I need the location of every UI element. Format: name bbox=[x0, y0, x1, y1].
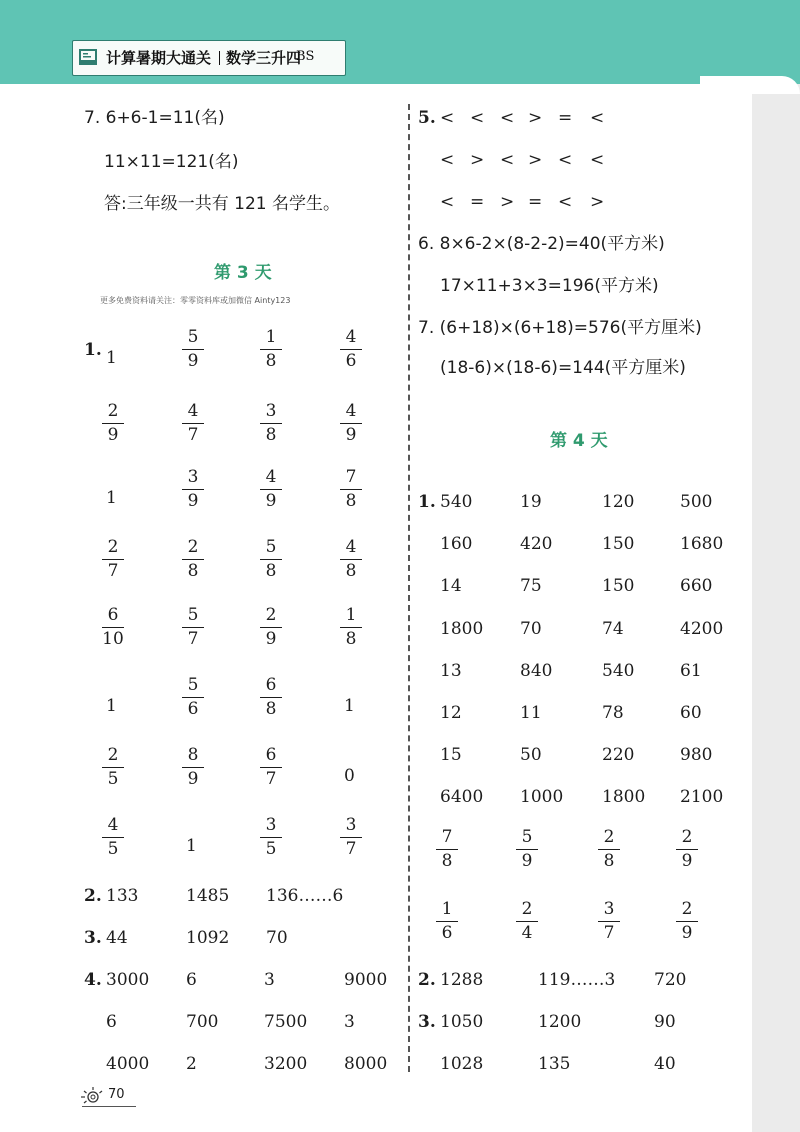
answer-value: 220 bbox=[602, 745, 635, 765]
page-edge-shadow bbox=[752, 84, 800, 1132]
left-q7-line2: 11×11=121(名) bbox=[104, 152, 239, 172]
fraction-denominator: 9 bbox=[681, 923, 693, 944]
answer-value: 1 bbox=[344, 696, 355, 716]
fraction bbox=[180, 606, 206, 649]
answer-value: 6 bbox=[106, 1012, 117, 1032]
fraction-numerator: 5 bbox=[187, 605, 199, 625]
fraction-bar bbox=[182, 627, 204, 628]
fraction-numerator: 8 bbox=[187, 745, 199, 765]
fraction bbox=[100, 606, 126, 649]
answer-value: 1 bbox=[106, 348, 117, 368]
fraction-bar bbox=[260, 489, 282, 490]
answer-value: 70 bbox=[520, 619, 542, 639]
comparison-symbol: < bbox=[470, 108, 485, 128]
fraction-denominator: 4 bbox=[521, 923, 533, 944]
page-number: 70 bbox=[108, 1087, 125, 1102]
fraction-denominator: 9 bbox=[681, 851, 693, 872]
book-title: 计算暑期大通关 bbox=[106, 49, 212, 67]
fraction-bar bbox=[598, 921, 620, 922]
answer-value: 50 bbox=[520, 745, 542, 765]
fraction-bar bbox=[516, 849, 538, 850]
answer-value: 6400 bbox=[440, 787, 484, 807]
comparison-symbol: < bbox=[558, 150, 573, 170]
fraction bbox=[180, 328, 206, 371]
fraction-denominator: 9 bbox=[265, 629, 277, 650]
fraction bbox=[100, 538, 126, 581]
comparison-symbol: < bbox=[440, 150, 455, 170]
fraction-bar bbox=[340, 423, 362, 424]
answer-value: 1028 bbox=[440, 1054, 484, 1074]
fraction-bar bbox=[340, 559, 362, 560]
fraction-numerator: 7 bbox=[345, 467, 357, 487]
fraction-numerator: 2 bbox=[107, 401, 119, 421]
fraction-bar bbox=[102, 837, 124, 838]
fraction bbox=[258, 606, 284, 649]
answer-value: 540 bbox=[602, 661, 635, 681]
fraction-bar bbox=[182, 489, 204, 490]
fraction-bar bbox=[598, 849, 620, 850]
fraction-numerator: 5 bbox=[265, 537, 277, 557]
answer-value: 15 bbox=[440, 745, 462, 765]
answer-value: 840 bbox=[520, 661, 553, 681]
fraction bbox=[338, 816, 364, 859]
fraction-denominator: 10 bbox=[102, 629, 124, 650]
source-note: 更多免费资料请关注：零零资料库或加微信 Ainty123 bbox=[100, 296, 291, 305]
fraction-bar bbox=[516, 921, 538, 922]
fraction bbox=[434, 900, 460, 943]
fraction-bar bbox=[102, 559, 124, 560]
left-q7-answer: 答:三年级一共有 121 名学生。 bbox=[104, 194, 340, 214]
fraction bbox=[258, 468, 284, 511]
fraction-denominator: 8 bbox=[345, 629, 357, 650]
fraction-numerator: 3 bbox=[345, 815, 357, 835]
fraction-bar bbox=[340, 489, 362, 490]
answer-value: 1 bbox=[186, 836, 197, 856]
fraction bbox=[180, 746, 206, 789]
fraction-numerator: 2 bbox=[187, 537, 199, 557]
fraction-numerator: 5 bbox=[187, 327, 199, 347]
fraction-bar bbox=[102, 627, 124, 628]
answer-value: 4200 bbox=[680, 619, 724, 639]
fraction-numerator: 4 bbox=[345, 401, 357, 421]
fraction-denominator: 8 bbox=[265, 699, 277, 720]
fraction bbox=[338, 402, 364, 445]
page-edge-corner bbox=[700, 76, 800, 94]
fraction bbox=[338, 328, 364, 371]
fraction-bar bbox=[260, 559, 282, 560]
fraction bbox=[434, 828, 460, 871]
fraction bbox=[514, 828, 540, 871]
right-q2-value: 1288 bbox=[440, 970, 484, 990]
fraction-numerator: 2 bbox=[107, 745, 119, 765]
left-q2-value: 133 bbox=[106, 886, 139, 906]
fraction-numerator: 6 bbox=[107, 605, 119, 625]
right-q2-label: 2. bbox=[418, 970, 436, 990]
answer-value: 3 bbox=[264, 970, 275, 990]
left-q2-value: 1485 bbox=[186, 886, 230, 906]
fraction-numerator: 2 bbox=[107, 537, 119, 557]
fraction-denominator: 8 bbox=[345, 561, 357, 582]
comparison-symbol: < bbox=[558, 192, 573, 212]
comparison-symbol: = bbox=[558, 108, 573, 128]
fraction-bar bbox=[260, 767, 282, 768]
answer-value: 78 bbox=[602, 703, 624, 723]
comparison-symbol: < bbox=[590, 150, 605, 170]
fraction-numerator: 5 bbox=[187, 675, 199, 695]
fraction-bar bbox=[340, 627, 362, 628]
answer-value: 12 bbox=[440, 703, 462, 723]
right-q6-line1: 6. 8×6-2×(8-2-2)=40(平方米) bbox=[418, 234, 665, 254]
fraction-denominator: 7 bbox=[187, 629, 199, 650]
column-divider bbox=[408, 104, 410, 1072]
fraction-numerator: 6 bbox=[265, 745, 277, 765]
fraction-bar bbox=[676, 849, 698, 850]
right-q2-value: 119……3 bbox=[538, 970, 616, 990]
fraction-denominator: 9 bbox=[265, 491, 277, 512]
comparison-symbol: = bbox=[528, 192, 543, 212]
right-q2-value: 720 bbox=[654, 970, 687, 990]
fraction-bar bbox=[260, 349, 282, 350]
fraction bbox=[258, 676, 284, 719]
left-q4-label: 4. bbox=[84, 970, 102, 990]
fraction-numerator: 7 bbox=[441, 827, 453, 847]
answer-value: 160 bbox=[440, 534, 473, 554]
fraction-denominator: 8 bbox=[441, 851, 453, 872]
left-q1-label: 1. bbox=[84, 340, 102, 360]
title-separator bbox=[219, 51, 220, 65]
comparison-symbol: = bbox=[470, 192, 485, 212]
answer-value: 3 bbox=[344, 1012, 355, 1032]
fraction-denominator: 9 bbox=[107, 425, 119, 446]
comparison-symbol: > bbox=[528, 108, 543, 128]
answer-value: 700 bbox=[186, 1012, 219, 1032]
fraction-numerator: 1 bbox=[265, 327, 277, 347]
fraction bbox=[258, 746, 284, 789]
answer-value: 1000 bbox=[520, 787, 564, 807]
comparison-symbol: < bbox=[440, 108, 455, 128]
comparison-symbol: > bbox=[528, 150, 543, 170]
subject-label: 数学三升四 bbox=[226, 49, 302, 67]
fraction bbox=[180, 676, 206, 719]
answer-value: 120 bbox=[602, 492, 635, 512]
fraction-numerator: 2 bbox=[681, 827, 693, 847]
comparison-symbol: > bbox=[470, 150, 485, 170]
left-q3-label: 3. bbox=[84, 928, 102, 948]
fraction-numerator: 2 bbox=[265, 605, 277, 625]
fraction-denominator: 8 bbox=[265, 561, 277, 582]
fraction bbox=[258, 402, 284, 445]
fraction-numerator: 4 bbox=[265, 467, 277, 487]
answer-value: 1800 bbox=[602, 787, 646, 807]
fraction-denominator: 7 bbox=[107, 561, 119, 582]
answer-value: 1 bbox=[106, 488, 117, 508]
answer-value: 3000 bbox=[106, 970, 150, 990]
fraction-denominator: 9 bbox=[345, 425, 357, 446]
answer-value: 150 bbox=[602, 534, 635, 554]
fraction-denominator: 9 bbox=[187, 769, 199, 790]
answer-value: 1800 bbox=[440, 619, 484, 639]
day4-title: 第 4 天 bbox=[550, 431, 608, 451]
answer-value: 1 bbox=[106, 696, 117, 716]
fraction-bar bbox=[182, 767, 204, 768]
fraction-numerator: 2 bbox=[521, 899, 533, 919]
answer-value: 8000 bbox=[344, 1054, 388, 1074]
fraction-numerator: 4 bbox=[345, 327, 357, 347]
fraction-bar bbox=[260, 697, 282, 698]
fraction-denominator: 8 bbox=[187, 561, 199, 582]
fraction-bar bbox=[182, 349, 204, 350]
comparison-symbol: < bbox=[440, 192, 455, 212]
answer-value: 980 bbox=[680, 745, 713, 765]
fraction-bar bbox=[102, 423, 124, 424]
fraction bbox=[596, 828, 622, 871]
left-q2-label: 2. bbox=[84, 886, 102, 906]
fraction-numerator: 4 bbox=[345, 537, 357, 557]
answer-value: 540 bbox=[440, 492, 473, 512]
comparison-symbol: > bbox=[500, 192, 515, 212]
right-q3-label: 3. bbox=[418, 1012, 436, 1032]
answer-value: 2100 bbox=[680, 787, 724, 807]
comparison-symbol: < bbox=[500, 150, 515, 170]
fraction-bar bbox=[436, 921, 458, 922]
fraction-denominator: 6 bbox=[187, 699, 199, 720]
answer-value: 7500 bbox=[264, 1012, 308, 1032]
fraction bbox=[100, 746, 126, 789]
fraction bbox=[180, 538, 206, 581]
left-q3-value: 44 bbox=[106, 928, 128, 948]
fraction-denominator: 7 bbox=[345, 839, 357, 860]
fraction-numerator: 3 bbox=[265, 815, 277, 835]
answer-value: 61 bbox=[680, 661, 702, 681]
fraction-numerator: 4 bbox=[187, 401, 199, 421]
answer-value: 60 bbox=[680, 703, 702, 723]
fraction bbox=[100, 816, 126, 859]
day3-title: 第 3 天 bbox=[214, 263, 272, 283]
left-q7-line1: 7. 6+6-1=11(名) bbox=[84, 108, 225, 128]
fraction-denominator: 8 bbox=[265, 351, 277, 372]
fraction-denominator: 8 bbox=[265, 425, 277, 446]
fraction bbox=[180, 468, 206, 511]
right-q7-line1: 7. (6+18)×(6+18)=576(平方厘米) bbox=[418, 318, 702, 338]
fraction-bar bbox=[436, 849, 458, 850]
fraction-bar bbox=[182, 559, 204, 560]
fraction-denominator: 7 bbox=[187, 425, 199, 446]
fraction-denominator: 8 bbox=[603, 851, 615, 872]
answer-value: 90 bbox=[654, 1012, 676, 1032]
fraction-bar bbox=[260, 423, 282, 424]
right-q6-line2: 17×11+3×3=196(平方米) bbox=[440, 276, 659, 296]
fraction-numerator: 2 bbox=[681, 899, 693, 919]
fraction bbox=[100, 402, 126, 445]
answer-value: 420 bbox=[520, 534, 553, 554]
fraction bbox=[596, 900, 622, 943]
fraction-denominator: 8 bbox=[345, 491, 357, 512]
fraction-denominator: 7 bbox=[603, 923, 615, 944]
answer-value: 2 bbox=[186, 1054, 197, 1074]
book-icon bbox=[78, 47, 98, 67]
left-q3-value: 70 bbox=[266, 928, 288, 948]
answer-value: 13 bbox=[440, 661, 462, 681]
answer-value: 6 bbox=[186, 970, 197, 990]
answer-value: 4000 bbox=[106, 1054, 150, 1074]
fraction bbox=[338, 606, 364, 649]
fraction-denominator: 5 bbox=[107, 769, 119, 790]
left-q3-value: 1092 bbox=[186, 928, 230, 948]
fraction-denominator: 9 bbox=[521, 851, 533, 872]
fraction bbox=[514, 900, 540, 943]
fraction-bar bbox=[102, 767, 124, 768]
fraction bbox=[338, 468, 364, 511]
fraction bbox=[674, 828, 700, 871]
answer-value: 150 bbox=[602, 576, 635, 596]
fraction bbox=[338, 538, 364, 581]
answer-value: 0 bbox=[344, 766, 355, 786]
fraction-bar bbox=[260, 627, 282, 628]
answer-value: 9000 bbox=[344, 970, 388, 990]
answer-value: 500 bbox=[680, 492, 713, 512]
comparison-symbol: < bbox=[590, 108, 605, 128]
fraction-denominator: 6 bbox=[441, 923, 453, 944]
fraction-numerator: 6 bbox=[265, 675, 277, 695]
fraction bbox=[258, 328, 284, 371]
right-q7-line2: (18-6)×(18-6)=144(平方厘米) bbox=[440, 358, 686, 378]
fraction-bar bbox=[182, 697, 204, 698]
answer-value: 660 bbox=[680, 576, 713, 596]
answer-value: 135 bbox=[538, 1054, 571, 1074]
left-q2-value: 136……6 bbox=[266, 886, 344, 906]
fraction-bar bbox=[676, 921, 698, 922]
answer-value: 1050 bbox=[440, 1012, 484, 1032]
answer-value: 75 bbox=[520, 576, 542, 596]
fraction-denominator: 5 bbox=[107, 839, 119, 860]
fraction bbox=[258, 816, 284, 859]
answer-value: 1680 bbox=[680, 534, 724, 554]
answer-value: 14 bbox=[440, 576, 462, 596]
fraction-numerator: 4 bbox=[107, 815, 119, 835]
fraction-numerator: 3 bbox=[265, 401, 277, 421]
answer-value: 3200 bbox=[264, 1054, 308, 1074]
fraction-bar bbox=[340, 837, 362, 838]
right-q5-label: 5. bbox=[418, 108, 436, 128]
fraction-denominator: 9 bbox=[187, 351, 199, 372]
fraction-denominator: 7 bbox=[265, 769, 277, 790]
fraction-denominator: 9 bbox=[187, 491, 199, 512]
fraction-denominator: 5 bbox=[265, 839, 277, 860]
fraction-numerator: 1 bbox=[441, 899, 453, 919]
fraction-numerator: 1 bbox=[345, 605, 357, 625]
fraction bbox=[674, 900, 700, 943]
edition-label: BS bbox=[296, 49, 315, 64]
fraction-denominator: 6 bbox=[345, 351, 357, 372]
fraction-bar bbox=[182, 423, 204, 424]
sun-icon bbox=[78, 1085, 104, 1107]
comparison-symbol: < bbox=[500, 108, 515, 128]
fraction bbox=[258, 538, 284, 581]
answer-value: 40 bbox=[654, 1054, 676, 1074]
answer-value: 19 bbox=[520, 492, 542, 512]
fraction-numerator: 5 bbox=[521, 827, 533, 847]
fraction-bar bbox=[340, 349, 362, 350]
footer-rule bbox=[82, 1106, 136, 1107]
answer-value: 1200 bbox=[538, 1012, 582, 1032]
comparison-symbol: > bbox=[590, 192, 605, 212]
answer-value: 74 bbox=[602, 619, 624, 639]
fraction-numerator: 3 bbox=[187, 467, 199, 487]
answer-value: 11 bbox=[520, 703, 542, 723]
right-q1-label: 1. bbox=[418, 492, 436, 512]
fraction-numerator: 2 bbox=[603, 827, 615, 847]
fraction-bar bbox=[260, 837, 282, 838]
fraction bbox=[180, 402, 206, 445]
fraction-numerator: 3 bbox=[603, 899, 615, 919]
